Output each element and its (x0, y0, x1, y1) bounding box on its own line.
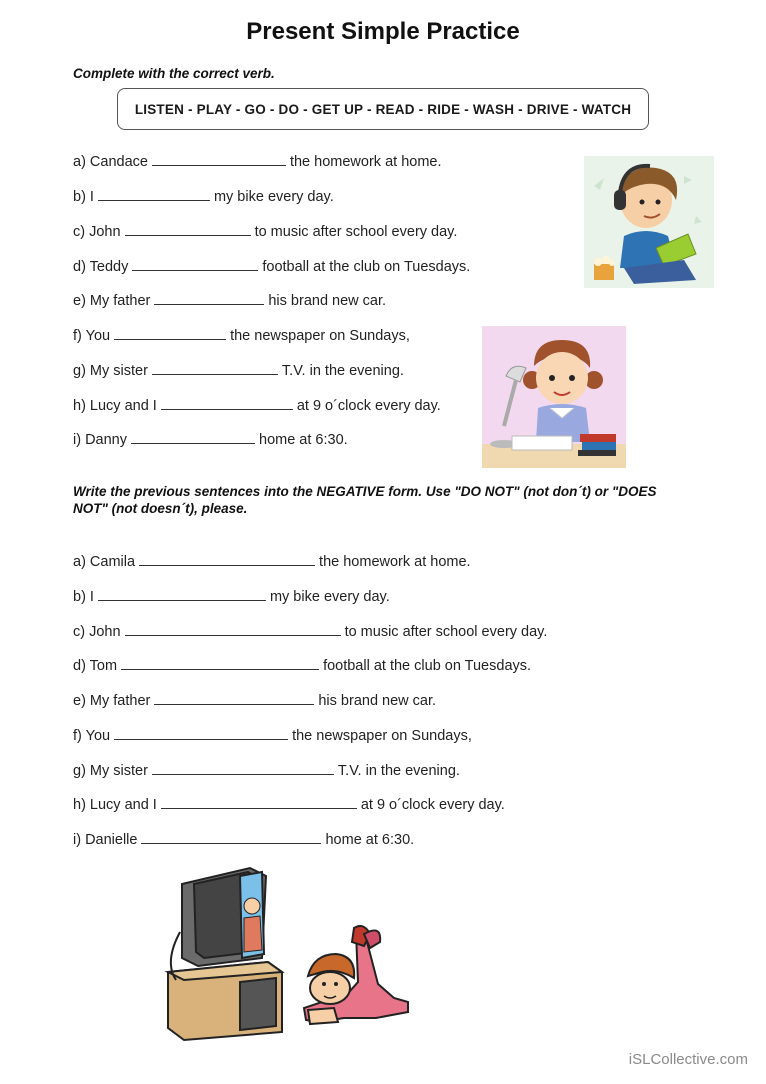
exercise-line: b) I my bike every day. (73, 189, 334, 205)
answer-blank[interactable] (154, 291, 264, 305)
answer-blank[interactable] (125, 222, 251, 236)
exercise-line: b) I my bike every day. (73, 589, 390, 605)
exercise-line: f) You the newspaper on Sundays, (73, 728, 472, 744)
answer-blank[interactable] (161, 396, 293, 410)
instruction-complete: Complete with the correct verb. (73, 66, 275, 81)
exercise-line: d) Teddy football at the club on Tuesdays. (73, 259, 471, 275)
instruction-negative-2: NOT" (not doesn´t), please. (73, 501, 248, 516)
exercise-line: g) My sister T.V. in the evening. (73, 763, 460, 779)
exercise-line: c) John to music after school every day. (73, 624, 548, 640)
answer-blank[interactable] (114, 726, 288, 740)
answer-blank[interactable] (161, 795, 357, 809)
exercise-line: e) My father his brand new car. (73, 693, 437, 709)
exercise-line: f) You the newspaper on Sundays, (73, 328, 410, 344)
exercise-line: d) Tom football at the club on Tuesdays. (73, 658, 532, 674)
answer-blank[interactable] (121, 656, 319, 670)
answer-blank[interactable] (141, 830, 321, 844)
exercise-line: a) Camila the homework at home. (73, 554, 471, 570)
exercise-line: h) Lucy and I at 9 o´clock every day. (73, 797, 505, 813)
page-title: Present Simple Practice (246, 18, 520, 45)
girl-studying-illustration (482, 326, 626, 468)
girl-watching-tv-illustration (158, 862, 500, 1044)
answer-blank[interactable] (114, 326, 226, 340)
answer-blank[interactable] (131, 430, 255, 444)
exercise-line: e) My father his brand new car. (73, 293, 387, 309)
exercise-line: h) Lucy and I at 9 o´clock every day. (73, 398, 441, 414)
instruction-negative-1: Write the previous sentences into the NEGATIVE form. Use "DO NOT" (not don´t) or "DOES (73, 484, 657, 499)
answer-blank[interactable] (154, 691, 314, 705)
answer-blank[interactable] (139, 552, 315, 566)
exercise-line: i) Danielle home at 6:30. (73, 832, 415, 848)
answer-blank[interactable] (98, 587, 266, 601)
answer-blank[interactable] (125, 622, 341, 636)
exercise-line: g) My sister T.V. in the evening. (73, 363, 404, 379)
exercise-line: c) John to music after school every day. (73, 224, 458, 240)
answer-blank[interactable] (152, 361, 278, 375)
exercise-line: a) Candace the homework at home. (73, 154, 442, 170)
answer-blank[interactable] (152, 761, 334, 775)
verb-bank: LISTEN - PLAY - GO - DO - GET UP - READ - RIDE - WASH - DRIVE - WATCH (117, 88, 649, 130)
answer-blank[interactable] (132, 257, 258, 271)
answer-blank[interactable] (152, 152, 286, 166)
boy-headphones-illustration (584, 156, 714, 288)
watermark: iSLCollective.com (628, 1051, 748, 1068)
exercise-line: i) Danny home at 6:30. (73, 432, 348, 448)
answer-blank[interactable] (98, 187, 210, 201)
